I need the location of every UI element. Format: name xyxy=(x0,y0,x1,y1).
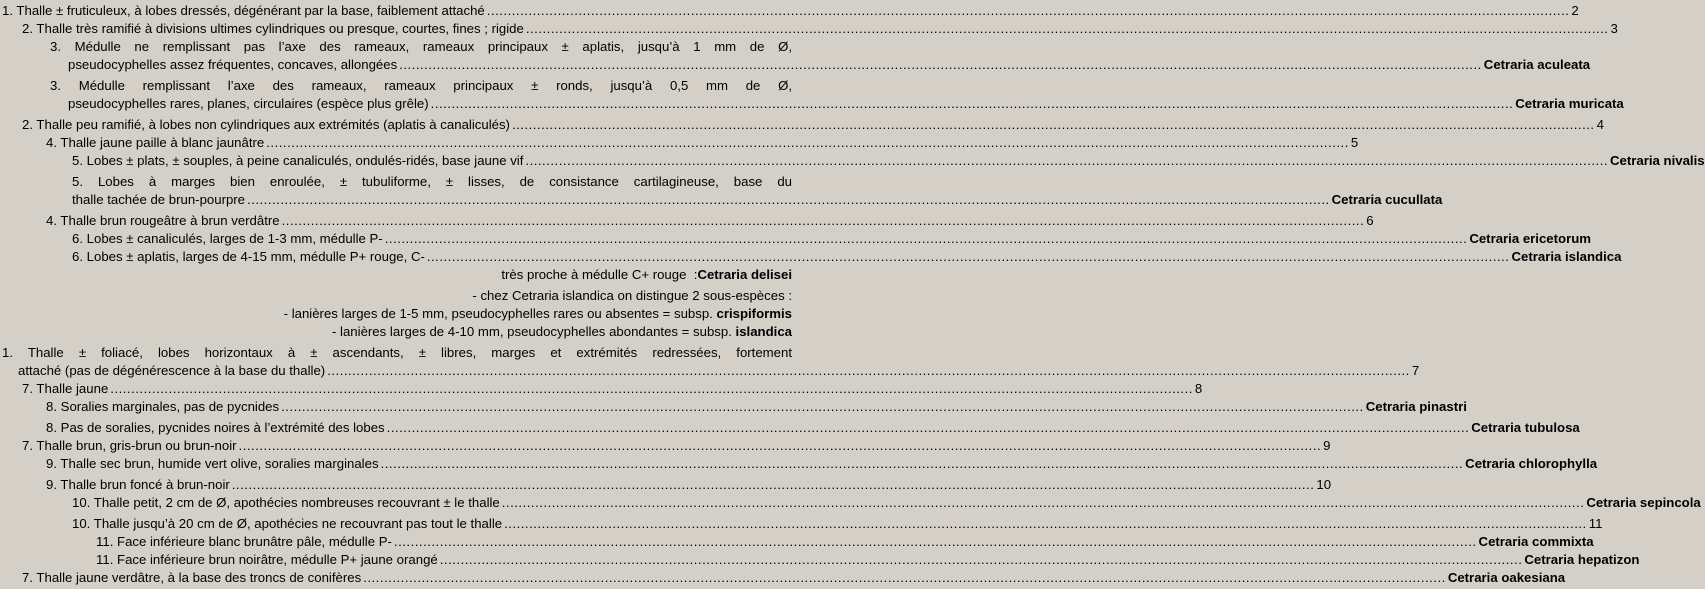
lead-number: 4 xyxy=(1596,117,1604,132)
species-name: Cetraria sepincola xyxy=(1586,495,1701,510)
species-name: Cetraria oakesiana xyxy=(1447,570,1566,585)
leader-dots: .................................................................................................................................................................................................................................................................... xyxy=(430,96,1514,111)
key-line xyxy=(22,380,1203,397)
key-line xyxy=(50,323,792,340)
key-line-text: pseudocyphelles rares, planes, circulaires (espèce plus grêle) xyxy=(68,96,429,111)
key-line xyxy=(50,266,792,283)
leader-dots: .................................................................................................................................................................................................................................................................... xyxy=(399,57,1482,72)
key-line xyxy=(46,419,1580,436)
key-line xyxy=(18,362,1420,379)
key-line xyxy=(96,533,1594,550)
lead-number: 11 xyxy=(1588,516,1603,531)
leader-dots: .................................................................................................................................................................................................................................................................... xyxy=(501,495,1585,510)
key-line-text: 3. Médulle remplissant l’axe des rameaux, rameaux principaux ± ronds, jusqu’à 0,5 mm de Ø, xyxy=(50,78,792,93)
leader-dots: .................................................................................................................................................................................................................................................................... xyxy=(511,117,1595,132)
key-line-text: 11. Face inférieure blanc brunâtre pâle, médulle P- xyxy=(96,534,392,549)
leader-dots: .................................................................................................................................................................................................................................................................... xyxy=(393,534,1477,549)
leader-dots: .................................................................................................................................................................................................................................................................... xyxy=(231,477,1315,492)
leader-dots: .................................................................................................................................................................................................................................................................... xyxy=(327,363,1410,378)
lead-number: 7 xyxy=(1411,363,1420,378)
key-line xyxy=(72,191,1443,208)
key-line-text: 1. Thalle ± foliacé, lobes horizontaux à ± ascendants, ± libres, marges et extrémités redressées, fortement xyxy=(2,345,792,360)
key-line-text: 6. Lobes ± canaliculés, larges de 1-3 mm, médulle P- xyxy=(72,231,383,246)
leader-dots: .................................................................................................................................................................................................................................................................... xyxy=(363,570,1446,585)
key-line xyxy=(50,38,792,55)
species-name: Cetraria ericetorum xyxy=(1469,231,1591,246)
leader-dots: .................................................................................................................................................................................................................................................................... xyxy=(386,420,1470,435)
key-line-text: 7. Thalle jaune verdâtre, à la base des troncs de conifères xyxy=(22,570,362,585)
key-line xyxy=(68,56,1591,73)
key-line-text: 1. Thalle ± fruticuleux, à lobes dressés, dégénérant par la base, faiblement attaché xyxy=(2,3,485,18)
key-line xyxy=(22,437,1331,454)
species-name: Cetraria aculeata xyxy=(1483,57,1591,72)
leader-dots: .................................................................................................................................................................................................................................................................... xyxy=(110,381,1193,396)
key-line xyxy=(72,152,1705,169)
species-name: crispiformis xyxy=(716,306,792,321)
key-line xyxy=(46,134,1359,151)
key-line xyxy=(22,116,1604,133)
leader-dots: .................................................................................................................................................................................................................................................................... xyxy=(525,153,1609,168)
key-line xyxy=(72,230,1591,247)
leader-dots: .................................................................................................................................................................................................................................................................... xyxy=(238,438,1322,453)
lead-number: 8 xyxy=(1194,381,1203,396)
species-name: Cetraria islandica xyxy=(1511,249,1622,264)
key-line-text: - lanières larges de 4-10 mm, pseudocyphelles abondantes = subsp. xyxy=(331,324,736,339)
leader-dots: .................................................................................................................................................................................................................................................................... xyxy=(504,516,1587,531)
key-line xyxy=(2,344,792,361)
key-line-text: 10. Thalle petit, 2 cm de Ø, apothécies nombreuses recouvrant ± le thalle xyxy=(72,495,500,510)
lead-number: 6 xyxy=(1366,213,1374,228)
key-line xyxy=(46,476,1332,493)
species-name: Cetraria hepatizon xyxy=(1524,552,1640,567)
key-line-text: 8. Pas de soralies, pycnides noires à l’extrémité des lobes xyxy=(46,420,385,435)
species-name: Cetraria delisei xyxy=(697,267,792,282)
key-line-text: très proche à médulle C+ rouge : xyxy=(501,267,698,282)
species-name: Cetraria cucullata xyxy=(1331,192,1443,207)
key-line-text: 2. Thalle peu ramifié, à lobes non cylindriques aux extrémités (aplatis à canaliculés) xyxy=(22,117,510,132)
key-line-text: 9. Thalle sec brun, humide vert olive, soralies marginales xyxy=(46,456,379,471)
leader-dots: .................................................................................................................................................................................................................................................................... xyxy=(439,552,1523,567)
key-line-text: 3. Médulle ne remplissant pas l’axe des rameaux, rameaux principaux ± aplatis, jusqu’à 1 mm de Ø, xyxy=(50,39,792,54)
key-line xyxy=(50,305,792,322)
leader-dots: .................................................................................................................................................................................................................................................................... xyxy=(486,3,1570,18)
key-line xyxy=(50,287,792,304)
leader-dots: .................................................................................................................................................................................................................................................................... xyxy=(384,231,1468,246)
leader-dots: .................................................................................................................................................................................................................................................................... xyxy=(247,192,1330,207)
species-name: Cetraria tubulosa xyxy=(1471,420,1580,435)
key-line-text: 7. Thalle jaune xyxy=(22,381,109,396)
key-line xyxy=(96,551,1640,568)
key-line-text: - lanières larges de 1-5 mm, pseudocyphelles rares ou absentes = subsp. xyxy=(283,306,717,321)
key-line-text: 10. Thalle jusqu’à 20 cm de Ø, apothécies ne recouvrant pas tout le thalle xyxy=(72,516,503,531)
key-line-text: pseudocyphelles assez fréquentes, concaves, allongées xyxy=(68,57,398,72)
leader-dots: .................................................................................................................................................................................................................................................................... xyxy=(266,135,1349,150)
species-name: Cetraria chlorophylla xyxy=(1465,456,1598,471)
species-name: Cetraria commixta xyxy=(1478,534,1594,549)
key-line xyxy=(46,455,1598,472)
key-line-text: 9. Thalle brun foncé à brun-noir xyxy=(46,477,230,492)
key-line xyxy=(50,77,792,94)
key-line xyxy=(72,173,792,190)
lead-number: 3 xyxy=(1610,21,1618,36)
leader-dots: .................................................................................................................................................................................................................................................................... xyxy=(281,213,1365,228)
key-line-text: 8. Soralies marginales, pas de pycnides xyxy=(46,399,280,414)
key-line xyxy=(2,2,1579,19)
key-line-text: 6. Lobes ± aplatis, larges de 4-15 mm, médulle P+ rouge, C- xyxy=(72,249,425,264)
key-line-text: - chez Cetraria islandica on distingue 2 sous-espèces : xyxy=(472,288,792,303)
lead-number: 5 xyxy=(1350,135,1359,150)
key-line xyxy=(72,494,1701,511)
species-name: Cetraria pinastri xyxy=(1365,399,1467,414)
leader-dots: .................................................................................................................................................................................................................................................................... xyxy=(525,21,1609,36)
key-line xyxy=(72,515,1603,532)
key-line-text: 11. Face inférieure brun noirâtre, médulle P+ jaune orangé xyxy=(96,552,438,567)
key-line xyxy=(46,212,1374,229)
species-name: islandica xyxy=(735,324,792,339)
lead-number: 2 xyxy=(1571,3,1579,18)
key-line xyxy=(72,248,1622,265)
lead-number: 10 xyxy=(1316,477,1332,492)
key-line-text: attaché (pas de dégénérescence à la base du thalle) xyxy=(18,363,326,378)
key-line xyxy=(68,95,1624,112)
leader-dots: .................................................................................................................................................................................................................................................................... xyxy=(380,456,1464,471)
key-line-text: 4. Thalle jaune paille à blanc jaunâtre xyxy=(46,135,265,150)
species-name: Cetraria nivalis xyxy=(1610,153,1705,168)
leader-dots: .................................................................................................................................................................................................................................................................... xyxy=(426,249,1510,264)
key-line xyxy=(22,20,1618,37)
key-line-text: 5. Lobes à marges bien enroulée, ± tubuliforme, ± lisses, de consistance cartilagineuse, base du xyxy=(72,174,792,189)
key-line-text: thalle tachée de brun-pourpre xyxy=(72,192,246,207)
lead-number: 9 xyxy=(1323,438,1331,453)
key-line xyxy=(22,569,1566,586)
leader-dots: .................................................................................................................................................................................................................................................................... xyxy=(281,399,1364,414)
key-line-text: 7. Thalle brun, gris-brun ou brun-noir xyxy=(22,438,237,453)
species-name: Cetraria muricata xyxy=(1515,96,1624,111)
key-line-text: 2. Thalle très ramifié à divisions ultimes cylindriques ou presque, courtes, fines ; rigide xyxy=(22,21,524,36)
key-line xyxy=(46,398,1467,415)
key-line-text: 5. Lobes ± plats, ± souples, à peine canaliculés, ondulés-ridés, base jaune vif xyxy=(72,153,524,168)
key-line-text: 4. Thalle brun rougeâtre à brun verdâtre xyxy=(46,213,280,228)
